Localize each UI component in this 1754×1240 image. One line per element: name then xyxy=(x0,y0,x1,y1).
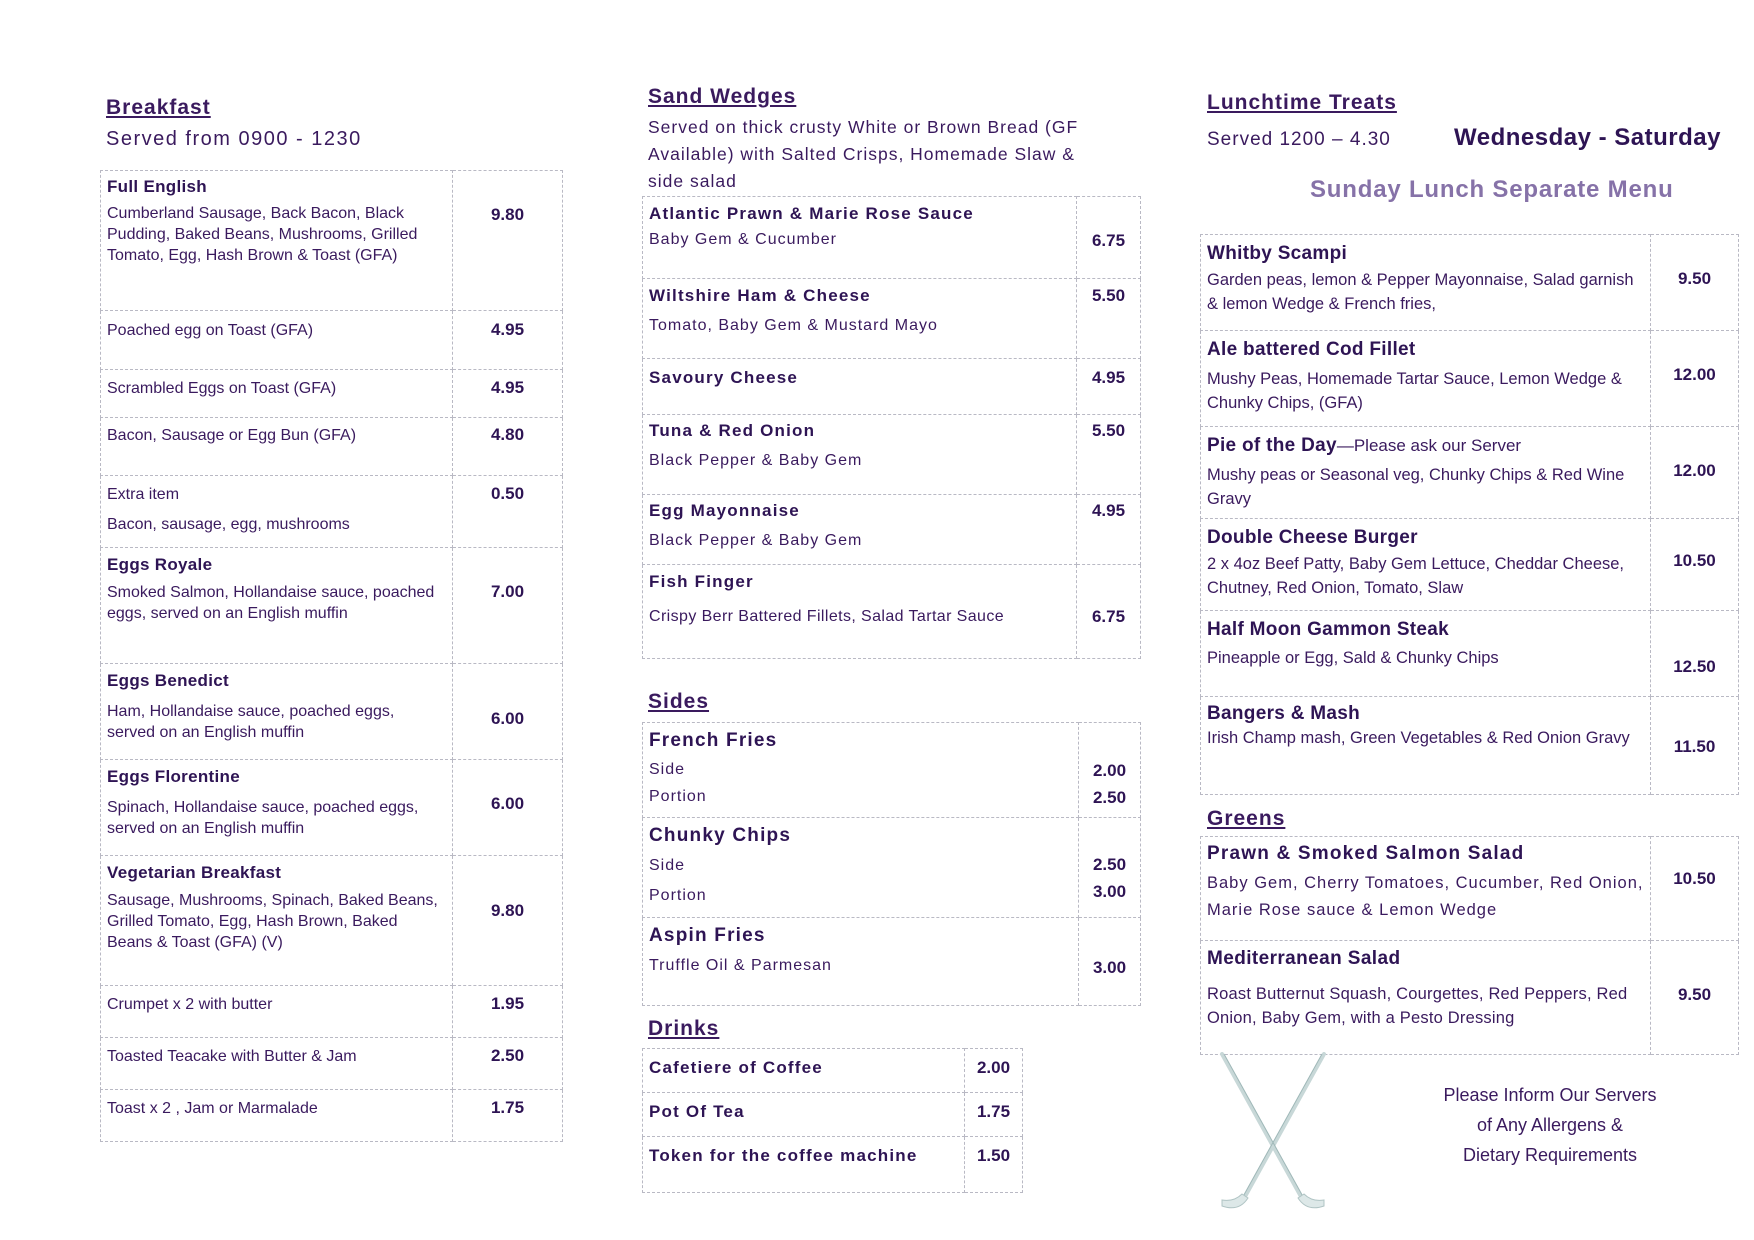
item-name: Token for the coffee machine xyxy=(649,1146,918,1165)
item-name: Mediterranean Salad xyxy=(1207,948,1401,969)
item-price: 6.00 xyxy=(490,794,525,813)
item-name-suffix: —Please ask our Server xyxy=(1336,436,1522,455)
item-price: 6.75 xyxy=(1091,231,1126,250)
item-option: Portion xyxy=(649,788,707,805)
greens-table xyxy=(1200,836,1739,1055)
item-name: Chunky Chips xyxy=(649,825,792,846)
item-price: 10.50 xyxy=(1673,551,1716,570)
allergen-note-line: Please Inform Our Servers xyxy=(1443,1085,1657,1105)
item-price: 4.95 xyxy=(1091,368,1126,387)
item-name: Ale battered Cod Fillet xyxy=(1207,339,1416,360)
item-desc: Smoked Salmon, Hollandaise sauce, poached eggs, served on an English muffin xyxy=(107,584,435,622)
item-price: 3.00 xyxy=(1092,882,1127,901)
sides-title: Sides xyxy=(648,690,710,713)
table-row xyxy=(643,415,1141,495)
item-price: 1.75 xyxy=(976,1102,1011,1121)
table-row xyxy=(1201,837,1739,941)
item-desc: Roast Butternut Squash, Courgettes, Red Peppers, Red Onion, Baby Gem, with a Pesto Dressing xyxy=(1207,985,1628,1027)
table-row xyxy=(101,856,563,986)
table-row xyxy=(643,279,1141,359)
table-row xyxy=(1201,519,1739,611)
item-option: Side xyxy=(649,857,686,874)
item-name: Half Moon Gammon Steak xyxy=(1207,619,1450,640)
item-price: 4.95 xyxy=(490,378,525,397)
table-row xyxy=(101,1038,563,1090)
item-price: 2.00 xyxy=(1092,761,1127,780)
item-price: 2.50 xyxy=(1092,788,1127,807)
item-desc: Tomato, Baby Gem & Mustard Mayo xyxy=(649,317,938,334)
item-option: Side xyxy=(649,761,686,778)
table-row xyxy=(101,548,563,664)
item-name: Pie of the Day xyxy=(1207,435,1337,456)
table-row xyxy=(101,476,563,548)
lunch-days: Wednesday - Saturday xyxy=(1454,124,1721,151)
item-desc: 2 x 4oz Beef Patty, Baby Gem Lettuce, Cheddar Cheese, Chutney, Red Onion, Tomato, Slaw xyxy=(1207,555,1625,597)
item-price: 5.50 xyxy=(1091,286,1126,305)
item-name: Atlantic Prawn & Marie Rose Sauce xyxy=(649,204,974,223)
item-desc: Cumberland Sausage, Back Bacon, Black Pudding, Baked Beans, Mushrooms, Grilled Tomato, Egg, Hash Brown & Toast (GFA) xyxy=(107,205,418,264)
allergen-note xyxy=(1400,1080,1700,1170)
sandwedges-title: Sand Wedges xyxy=(648,85,797,108)
table-row xyxy=(101,171,563,311)
item-price: 9.50 xyxy=(1677,985,1712,1004)
item-price: 11.50 xyxy=(1673,737,1716,756)
item-price: 6.75 xyxy=(1091,607,1126,626)
table-row xyxy=(643,359,1141,415)
table-row xyxy=(643,1049,1023,1093)
item-price: 12.00 xyxy=(1673,461,1716,480)
item-price: 4.95 xyxy=(1091,501,1126,520)
table-row xyxy=(643,1093,1023,1137)
item-price: 6.00 xyxy=(490,709,525,728)
table-row xyxy=(101,760,563,856)
item-price: 10.50 xyxy=(1673,869,1716,888)
sides-table xyxy=(642,722,1141,1006)
table-row xyxy=(1201,331,1739,427)
item-price: 4.95 xyxy=(490,320,525,339)
item-name: Wiltshire Ham & Cheese xyxy=(649,286,871,305)
lunch-subtitle: Served 1200 – 4.30 xyxy=(1207,129,1391,150)
item-price: 3.00 xyxy=(1092,958,1127,977)
drinks-table xyxy=(642,1048,1023,1193)
item-name: Eggs Florentine xyxy=(107,767,240,786)
table-row xyxy=(1201,427,1739,519)
table-row xyxy=(101,418,563,476)
greens-title: Greens xyxy=(1207,807,1286,830)
table-row xyxy=(643,565,1141,659)
item-name: Savoury Cheese xyxy=(649,368,799,387)
table-row xyxy=(101,370,563,418)
lunch-title: Lunchtime Treats xyxy=(1207,91,1397,114)
item-option: Truffle Oil & Parmesan xyxy=(649,957,832,974)
item-price: 12.00 xyxy=(1673,365,1716,384)
drinks-title: Drinks xyxy=(648,1017,720,1040)
item-desc: Irish Champ mash, Green Vegetables & Red Onion Gravy xyxy=(1207,729,1630,747)
item-desc: Black Pepper & Baby Gem xyxy=(649,452,863,469)
table-row xyxy=(1201,235,1739,331)
table-row xyxy=(643,197,1141,279)
item-desc: Pineapple or Egg, Sald & Chunky Chips xyxy=(1207,649,1499,667)
golf-clubs-icon xyxy=(1212,1052,1342,1212)
lunch-table xyxy=(1200,234,1739,795)
item-price: 5.50 xyxy=(1091,421,1126,440)
item-name: Prawn & Smoked Salmon Salad xyxy=(1207,843,1525,864)
item-desc: Spinach, Hollandaise sauce, poached eggs, served on an English muffin xyxy=(107,799,419,837)
item-price: 1.95 xyxy=(490,994,525,1013)
item-desc: Baby Gem & Cucumber xyxy=(649,231,837,248)
item-desc-extra: Bacon, sausage, egg, mushrooms xyxy=(107,516,350,533)
table-row xyxy=(101,1090,563,1142)
item-price: 2.50 xyxy=(490,1046,525,1065)
item-price: 9.80 xyxy=(490,901,525,920)
item-name: Fish Finger xyxy=(649,572,754,591)
table-row xyxy=(101,986,563,1038)
breakfast-table xyxy=(100,170,563,1142)
item-name: Pot Of Tea xyxy=(649,1102,745,1121)
item-desc: Crumpet x 2 with butter xyxy=(107,996,273,1013)
allergen-note-line: Dietary Requirements xyxy=(1462,1145,1638,1165)
item-price: 2.50 xyxy=(1092,855,1127,874)
item-desc: Extra item xyxy=(107,486,180,503)
item-option: Portion xyxy=(649,887,707,904)
item-price: 0.50 xyxy=(490,484,525,503)
table-row xyxy=(643,918,1141,1006)
item-desc: Garden peas, lemon & Pepper Mayonnaise, Salad garnish & lemon Wedge & French fries, xyxy=(1207,271,1634,313)
item-price: 4.80 xyxy=(490,425,525,444)
table-row xyxy=(101,664,563,760)
item-name: French Fries xyxy=(649,730,778,751)
breakfast-subtitle: Served from 0900 - 1230 xyxy=(106,128,362,150)
item-desc: Ham, Hollandaise sauce, poached eggs, served on an English muffin xyxy=(107,703,395,741)
table-row xyxy=(1201,697,1739,795)
table-row xyxy=(643,818,1141,918)
item-price: 12.50 xyxy=(1673,657,1716,676)
item-desc: Black Pepper & Baby Gem xyxy=(649,532,863,549)
item-desc: Baby Gem, Cherry Tomatoes, Cucumber, Red Onion, Marie Rose sauce & Lemon Wedge xyxy=(1207,874,1644,919)
table-row xyxy=(1201,941,1739,1055)
sunday-lunch-note: Sunday Lunch Separate Menu xyxy=(1310,176,1674,203)
item-name: Eggs Royale xyxy=(107,555,213,574)
item-desc: Toast x 2 , Jam or Marmalade xyxy=(107,1100,318,1117)
item-desc: Bacon, Sausage or Egg Bun (GFA) xyxy=(107,427,357,444)
table-row xyxy=(643,495,1141,565)
breakfast-title: Breakfast xyxy=(106,96,211,119)
table-row xyxy=(101,311,563,370)
item-desc: Mushy peas or Seasonal veg, Chunky Chips & Red Wine Gravy xyxy=(1207,466,1625,508)
item-desc: Sausage, Mushrooms, Spinach, Baked Beans, Grilled Tomato, Egg, Hash Brown, Baked Beans & Toast (GFA) (V) xyxy=(107,892,438,951)
item-price: 9.80 xyxy=(490,205,525,224)
table-row xyxy=(1201,611,1739,697)
item-price: 1.50 xyxy=(976,1146,1011,1165)
item-name: Double Cheese Burger xyxy=(1207,527,1418,548)
sandwedges-subtitle: Served on thick crusty White or Brown Bread (GF Available) with Salted Crisps, Homemade Slaw & side salad xyxy=(648,117,1079,191)
item-name: Eggs Benedict xyxy=(107,671,229,690)
item-name: Aspin Fries xyxy=(649,925,766,946)
item-price: 7.00 xyxy=(490,582,525,601)
item-name: Full English xyxy=(107,177,207,196)
item-price: 2.00 xyxy=(976,1058,1011,1077)
item-desc: Scrambled Eggs on Toast (GFA) xyxy=(107,380,337,397)
item-name: Whitby Scampi xyxy=(1207,243,1348,264)
item-price: 1.75 xyxy=(490,1098,525,1117)
item-name: Cafetiere of Coffee xyxy=(649,1058,823,1077)
sandwedges-table xyxy=(642,196,1141,659)
item-name: Vegetarian Breakfast xyxy=(107,863,282,882)
item-desc: Mushy Peas, Homemade Tartar Sauce, Lemon Wedge & Chunky Chips, (GFA) xyxy=(1207,370,1622,412)
item-name: Egg Mayonnaise xyxy=(649,501,800,520)
item-name: Bangers & Mash xyxy=(1207,703,1361,724)
item-name: Tuna & Red Onion xyxy=(649,421,816,440)
item-desc: Poached egg on Toast (GFA) xyxy=(107,322,314,339)
item-price: 9.50 xyxy=(1677,269,1712,288)
table-row xyxy=(643,723,1141,818)
item-desc: Toasted Teacake with Butter & Jam xyxy=(107,1048,357,1065)
item-desc: Crispy Berr Battered Fillets, Salad Tartar Sauce xyxy=(649,608,1005,625)
table-row xyxy=(643,1137,1023,1193)
allergen-note-line: of Any Allergens & xyxy=(1476,1115,1624,1135)
